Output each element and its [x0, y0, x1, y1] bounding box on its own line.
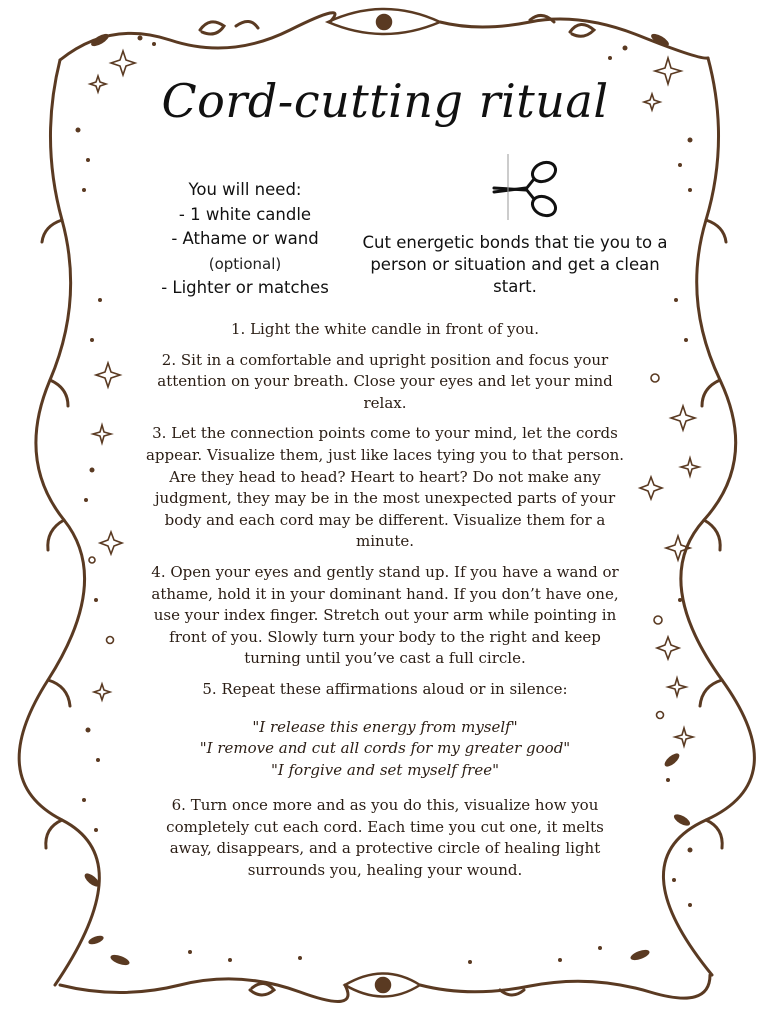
step-1: 1. Light the white candle in front of you. — [231, 320, 539, 338]
supplies-heading: You will need: — [188, 180, 302, 199]
supply-item-note: (optional) — [208, 254, 282, 273]
ritual-intro: Cut energetic bonds that tie you to a person or situation and get a clean start. — [362, 233, 668, 296]
step-3: 3. Let the connection points come to your mind, let the cords appear. Visualize them, just like laces tying you to that person. Are they head to head? Heart to heart? Do not make any judgment, they may be in the most unexpected parts of your body and each cord may be different. Visualize them for a minute. — [145, 424, 625, 551]
step-5: 5. Repeat these affirmations aloud or in silence: — [202, 679, 568, 698]
step-6: 6. Turn once more and as you do this, visualize how you completely cut each cord. Each time you cut one, it melts away, disappears, and a protective circle of healing light surrounds you, healing your wound. — [166, 796, 604, 880]
supply-item: - Lighter or matches — [161, 278, 329, 297]
eye-ornament-top — [328, 9, 440, 34]
supply-item: - 1 white candle — [178, 204, 312, 224]
supply-item: - Athame or wand — [171, 229, 319, 248]
affirmation: "I release this energy from myself" — [252, 717, 518, 736]
page-title: Cord-cutting ritual — [161, 74, 609, 128]
affirmation: "I remove and cut all cords for my greater good" — [199, 739, 571, 758]
step-2: 2. Sit in a comfortable and upright position and focus your attention on your breath. Close your eyes and let your mind relax. — [157, 350, 613, 412]
eye-ornament-bottom — [345, 974, 420, 997]
affirmations — [143, 717, 627, 782]
supplies-list — [130, 178, 360, 301]
affirmation: "I forgive and set myself free" — [271, 760, 499, 779]
scissors-icon — [486, 150, 576, 225]
ritual-steps — [143, 319, 627, 891]
step-4: 4. Open your eyes and gently stand up. If you have a wand or athame, hold it in your dominant hand. If you don’t have one, use your index finger. Stretch out your arm while pointing in front of you. Slowly turn your body to the right and keep turning until you’ve cast a full circle. — [151, 562, 619, 668]
